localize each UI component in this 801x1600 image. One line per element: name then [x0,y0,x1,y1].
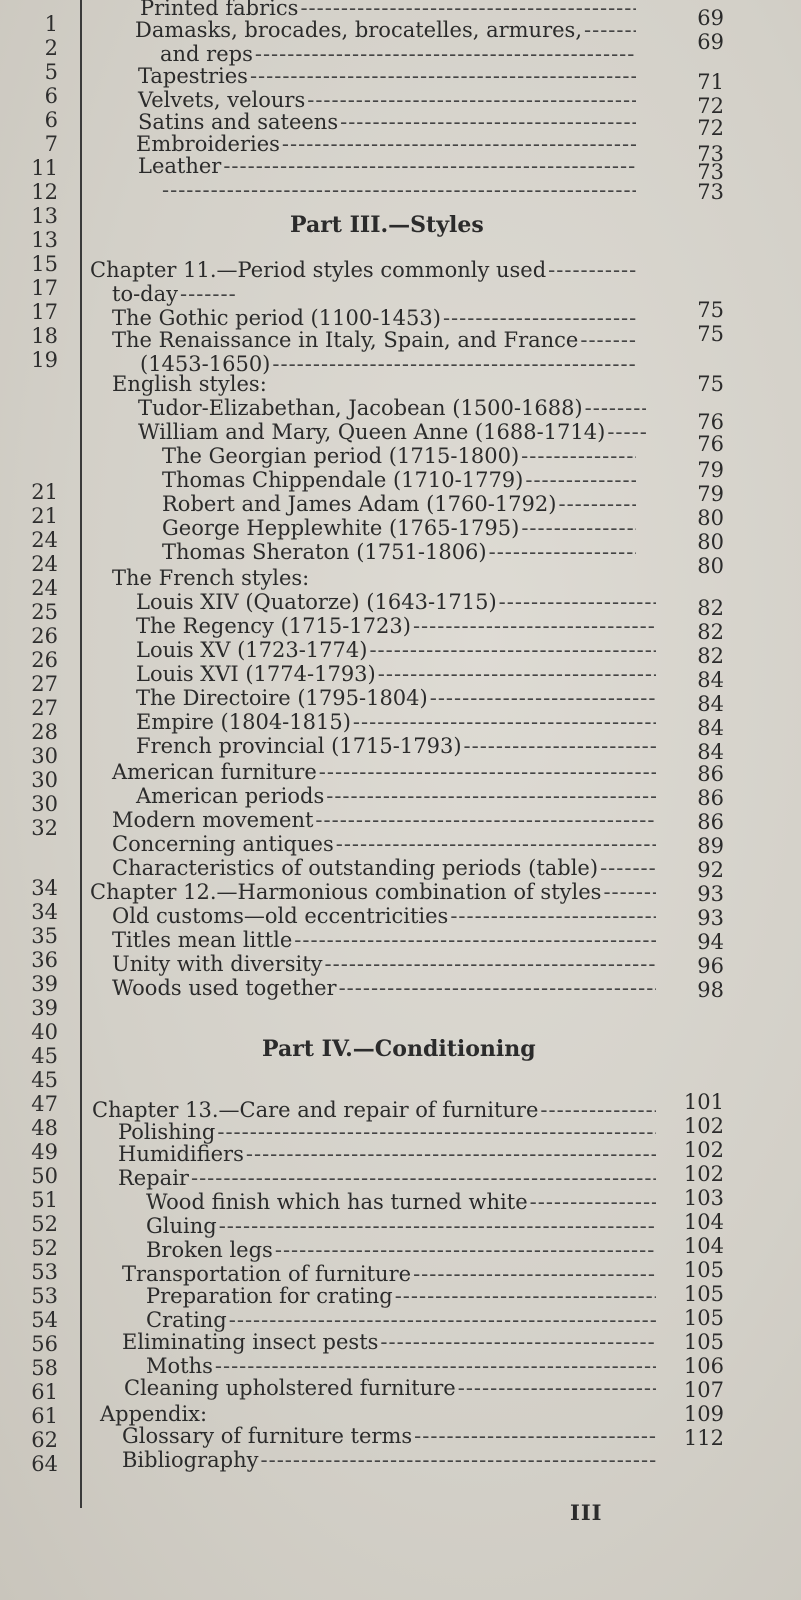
dot-leader [219,1214,656,1238]
left-page-number: 13 [31,204,58,228]
toc-page-number: 112 [683,1426,724,1450]
left-page-number: 27 [31,696,58,720]
toc-entry [138,154,640,178]
dot-leader [499,590,656,614]
toc-entry [146,1284,660,1308]
dot-leader [315,808,656,832]
dot-leader [584,18,636,42]
left-page-number: 26 [31,648,58,672]
toc-entry-label: Moths [146,1354,213,1378]
toc-entry-label: Glossary of furniture terms [122,1424,413,1448]
toc-entry [122,1448,660,1472]
toc-entry [138,420,650,444]
column-rule [80,0,82,1508]
dot-leader [223,154,636,178]
toc-entry-label: The Regency (1715-1723) [136,614,411,638]
toc-page-number: 101 [683,1090,724,1114]
toc-page-number: 104 [683,1210,724,1234]
toc-entry [146,1190,660,1214]
left-page-number: 39 [31,972,58,996]
toc-entry [138,88,640,112]
toc-entry-label: Gluing [146,1214,217,1238]
toc-entry-label: Polishing [118,1120,216,1144]
left-page-number: 5 [44,60,58,84]
toc-entry-label: Titles mean little [112,928,293,952]
toc-entry [162,444,640,468]
dot-leader [229,1308,656,1332]
toc-entry-label: Unity with diversity [112,952,323,976]
toc-page-number: 72 [697,116,724,140]
toc-page-number: 102 [683,1162,724,1186]
toc-entry-label: The Georgian period (1715-1800) [162,444,520,468]
dot-leader [336,832,656,856]
toc-entry-label: Concerning antiques [112,832,334,856]
toc-entry [160,42,640,66]
toc-page-number: 75 [697,372,724,396]
toc-entry-label: Woods used together [112,976,337,1000]
toc-entry [162,492,640,516]
toc-entry-label: Embroideries [136,132,280,156]
left-page-number: 12 [31,180,58,204]
toc-entry [160,178,640,202]
left-page-number: 1 [44,12,58,36]
dot-leader [380,1330,656,1354]
dot-leader [558,492,636,516]
dot-leader [580,328,636,352]
toc-page-number: 107 [683,1378,724,1402]
dot-leader [540,1098,656,1122]
toc-entry [146,1214,660,1238]
toc-entry [162,468,640,492]
toc-entry-label: and reps [160,42,253,66]
toc-entry [112,808,660,832]
toc-page-number: 105 [683,1330,724,1354]
toc-entry-label: Chapter 12.—Harmonious combination of styles [90,880,602,904]
left-page-number: 27 [31,672,58,696]
toc-entry [136,614,660,638]
toc-page-number: 75 [697,322,724,346]
left-page-number: 58 [31,1356,58,1380]
toc-entry-label: American furniture [112,760,317,784]
toc-entry-label: Wood finish which has turned white [146,1190,528,1214]
left-page-number: 61 [31,1380,58,1404]
toc-entry [136,662,660,686]
toc-entry [122,1424,660,1448]
toc-page-number: 79 [697,482,724,506]
left-page-number: 45 [31,1044,58,1068]
toc-page-number: 84 [697,740,724,764]
dot-leader [215,1354,656,1378]
toc-entry [92,1098,660,1122]
toc-page-number: 73 [697,180,724,204]
part-four-heading: Part IV.—Conditioning [262,1036,536,1062]
left-page-number: 2 [44,36,58,60]
left-page-number: 13 [31,228,58,252]
toc-entry-label: Louis XV (1723-1774) [136,638,368,662]
left-page-number: 6 [44,84,58,108]
toc-entry-label: Preparation for crating [146,1284,393,1308]
toc-entry-label: Robert and James Adam (1760-1792) [162,492,557,516]
dot-leader [395,1284,656,1308]
toc-entry-label: Damasks, brocades, brocatelles, armures, [135,18,582,42]
toc-entry [140,0,640,20]
left-page-number: 64 [31,1452,58,1476]
toc-entry-label: Transportation of furniture [122,1262,412,1286]
dot-leader [521,516,636,540]
toc-entry [122,1330,660,1354]
toc-entry [112,306,640,330]
toc-entry-label: Appendix: [100,1402,208,1426]
toc-page-number: 72 [697,94,724,118]
toc-entry [112,952,660,976]
toc-page-number: 93 [697,906,724,930]
dot-leader [607,420,646,444]
toc-page-number: 80 [697,554,724,578]
toc-entry [100,1402,660,1426]
toc-entry [122,1262,660,1286]
dot-leader [443,306,636,330]
toc-page-number: 109 [683,1402,724,1426]
left-page-number: 53 [31,1260,58,1284]
dot-leader [307,88,636,112]
left-page-number: 28 [31,720,58,744]
toc-entry [112,566,672,590]
dot-leader [300,0,636,20]
dot-leader [282,132,636,156]
left-page-number: 15 [31,252,58,276]
toc-entry-label: Humidifiers [118,1142,244,1166]
left-page-number: 24 [31,576,58,600]
toc-entry-label: The French styles: [112,566,310,590]
toc-page-number: 106 [683,1354,724,1378]
dot-leader [325,952,656,976]
toc-page-number: 92 [697,858,724,882]
dot-leader [521,444,636,468]
left-page-number: 18 [31,324,58,348]
toc-entry-label: to-day [112,282,179,306]
toc-entry-label: Velvets, velours [138,88,306,112]
toc-entry-label: Tudor-Elizabethan, Jacobean (1500-1688) [138,396,583,420]
toc-entry-label: Louis XIV (Quatorze) (1643-1715) [136,590,497,614]
toc-entry [118,1120,660,1144]
toc-entry [138,64,640,88]
toc-page-number: 71 [697,70,724,94]
toc-page-number: 84 [697,716,724,740]
dot-leader [191,1166,656,1190]
toc-entry [162,540,640,564]
toc-entry [112,928,660,952]
dot-leader [413,614,656,638]
left-page-number: 24 [31,528,58,552]
toc-page-number: 76 [697,410,724,434]
left-page-number: 32 [31,816,58,840]
left-page-number: 17 [31,300,58,324]
left-page-number: 53 [31,1284,58,1308]
toc-entry-label: Modern movement [112,808,314,832]
toc-page-number: 80 [697,506,724,530]
toc-entry-label: Empire (1804-1815) [136,710,351,734]
toc-entry [135,18,640,42]
toc-page-number: 102 [683,1138,724,1162]
toc-page-number: 105 [683,1258,724,1282]
dot-leader [353,710,656,734]
toc-entry [136,638,660,662]
dot-leader [525,468,636,492]
left-page-number: 34 [31,876,58,900]
dot-leader [339,976,656,1000]
toc-entry-label: Old customs—old eccentricities [112,904,449,928]
left-page-number: 50 [31,1164,58,1188]
toc-entry [136,734,660,758]
toc-entry [112,760,660,784]
toc-entry-label: The Gothic period (1100-1453) [112,306,441,330]
left-page-number: 40 [31,1020,58,1044]
toc-page-number: 86 [697,786,724,810]
toc-entry [136,710,660,734]
left-page-number: 61 [31,1404,58,1428]
toc-entry [146,1308,660,1332]
left-page-number: 51 [31,1188,58,1212]
toc-page-number: 76 [697,432,724,456]
dot-leader [413,1262,656,1286]
toc-entry-label: The Renaissance in Italy, Spain, and France [112,328,579,352]
toc-page-number: 82 [697,596,724,620]
toc-page-number: 103 [683,1186,724,1210]
left-page-number: 7 [44,132,58,156]
left-page-number: 30 [31,792,58,816]
toc-entry-label: George Hepplewhite (1765-1795) [162,516,520,540]
toc-entry-label: Broken legs [146,1238,273,1262]
toc-page-number: 84 [697,668,724,692]
dot-leader [180,282,236,306]
toc-page-number: 79 [697,458,724,482]
toc-page-number: 94 [697,930,724,954]
dot-leader [378,662,656,686]
left-page-number: 52 [31,1236,58,1260]
left-page-number: 17 [31,276,58,300]
toc-entry-label: American periods [136,784,325,808]
left-page-number: 21 [31,504,58,528]
toc-entry-label: Thomas Sheraton (1751-1806) [162,540,487,564]
left-page-number: 34 [31,900,58,924]
toc-entry-label: Eliminating insect pests [122,1330,379,1354]
toc-page-number: 80 [697,530,724,554]
dot-leader [246,1142,656,1166]
toc-entry [112,832,660,856]
left-page-number: 62 [31,1428,58,1452]
toc-entry-label: Leather [138,154,222,178]
dot-leader [340,110,636,134]
toc-page-number: 73 [697,160,724,184]
toc-entry-label: (1453-1650) [140,352,271,376]
toc-entry [136,132,640,156]
left-page-number: 49 [31,1140,58,1164]
toc-entry-label: Chapter 13.—Care and repair of furniture [92,1098,539,1122]
toc-entry [162,516,640,540]
dot-leader [548,258,636,282]
left-page-number: 30 [31,744,58,768]
toc-entry [90,880,660,904]
toc-page-number: 82 [697,644,724,668]
left-page-number: 45 [31,1068,58,1092]
toc-entry [112,372,672,396]
toc-entry-label: Louis XVI (1774-1793) [136,662,376,686]
dot-leader [162,178,636,202]
dot-leader [217,1120,656,1144]
toc-entry [118,1142,660,1166]
dot-leader [255,42,636,66]
toc-page-number: 102 [683,1114,724,1138]
left-page-number: 21 [31,480,58,504]
toc-page-number: 69 [697,30,724,54]
dot-leader [464,734,656,758]
toc-entry-label: Characteristics of outstanding periods (table) [112,856,599,880]
toc-page-number: 86 [697,762,724,786]
toc-entry [136,686,660,710]
toc-entry-label: Printed fabrics [140,0,299,20]
dot-leader [294,928,656,952]
left-page-number: 39 [31,996,58,1020]
left-page-number: 54 [31,1308,58,1332]
left-page-number: 24 [31,552,58,576]
toc-entry [138,110,640,134]
toc-page-number: 98 [697,978,724,1002]
dot-leader [275,1238,656,1262]
left-page-number: 35 [31,924,58,948]
left-page-number: 25 [31,600,58,624]
toc-page-number: 69 [697,6,724,30]
toc-entry-label: Repair [118,1166,189,1190]
left-page-number: 19 [31,348,58,372]
toc-entry-label: Tapestries [138,64,248,88]
left-page-number: 6 [44,108,58,132]
toc-entry [136,784,660,808]
dot-leader [261,1448,657,1472]
toc-entry [146,1354,660,1378]
toc-page-number: 96 [697,954,724,978]
toc-entry [112,282,240,306]
dot-leader [600,856,656,880]
toc-page-number: 84 [697,692,724,716]
toc-entry-label: English styles: [112,372,267,396]
toc-entry-label: The Directoire (1795-1804) [136,686,428,710]
page-folio: III [570,1500,603,1525]
toc-page-number: 105 [683,1306,724,1330]
toc-entry-label: Thomas Chippendale (1710-1779) [162,468,524,492]
toc-page-number: 73 [697,142,724,166]
toc-entry-label: French provincial (1715-1793) [136,734,462,758]
toc-entry-label: Bibliography [122,1448,259,1472]
left-page-number: 52 [31,1212,58,1236]
left-page-number: 56 [31,1332,58,1356]
dot-leader [489,540,636,564]
toc-entry [112,328,640,352]
dot-leader [369,638,656,662]
dot-leader [250,64,636,88]
toc-entry [90,258,640,282]
left-page-number: 36 [31,948,58,972]
toc-entry [112,856,660,880]
toc-entry [138,396,650,420]
toc-page-number: 104 [683,1234,724,1258]
toc-page-number: 105 [683,1282,724,1306]
toc-entry-label: Satins and sateens [138,110,339,134]
dot-leader [603,880,656,904]
toc-entry [124,1376,660,1400]
toc-entry [112,976,660,1000]
toc-page-number: 82 [697,620,724,644]
dot-leader [585,396,646,420]
toc-entry [136,590,660,614]
part-three-heading: Part III.—Styles [290,212,484,238]
toc-page-number: 75 [697,298,724,322]
left-page-number: 26 [31,624,58,648]
dot-leader [414,1424,656,1448]
toc-entry-label: William and Mary, Queen Anne (1688-1714) [138,420,606,444]
toc-page-number: 89 [697,834,724,858]
toc-entry-label: Chapter 11.—Period styles commonly used [90,258,547,282]
dot-leader [450,904,656,928]
dot-leader [326,784,656,808]
toc-entry-label: Cleaning upholstered furniture [124,1376,456,1400]
dot-leader [430,686,656,710]
left-page-number: 11 [31,156,58,180]
left-page-number: 47 [31,1092,58,1116]
dot-leader [530,1190,656,1214]
toc-page-number: 86 [697,810,724,834]
toc-page-number: 93 [697,882,724,906]
left-page-number: 30 [31,768,58,792]
dot-leader [458,1376,656,1400]
toc-entry [118,1166,660,1190]
left-page-number: 48 [31,1116,58,1140]
toc-entry [146,1238,660,1262]
dot-leader [319,760,656,784]
toc-entry [112,904,660,928]
toc-entry-label: Crating [146,1308,227,1332]
